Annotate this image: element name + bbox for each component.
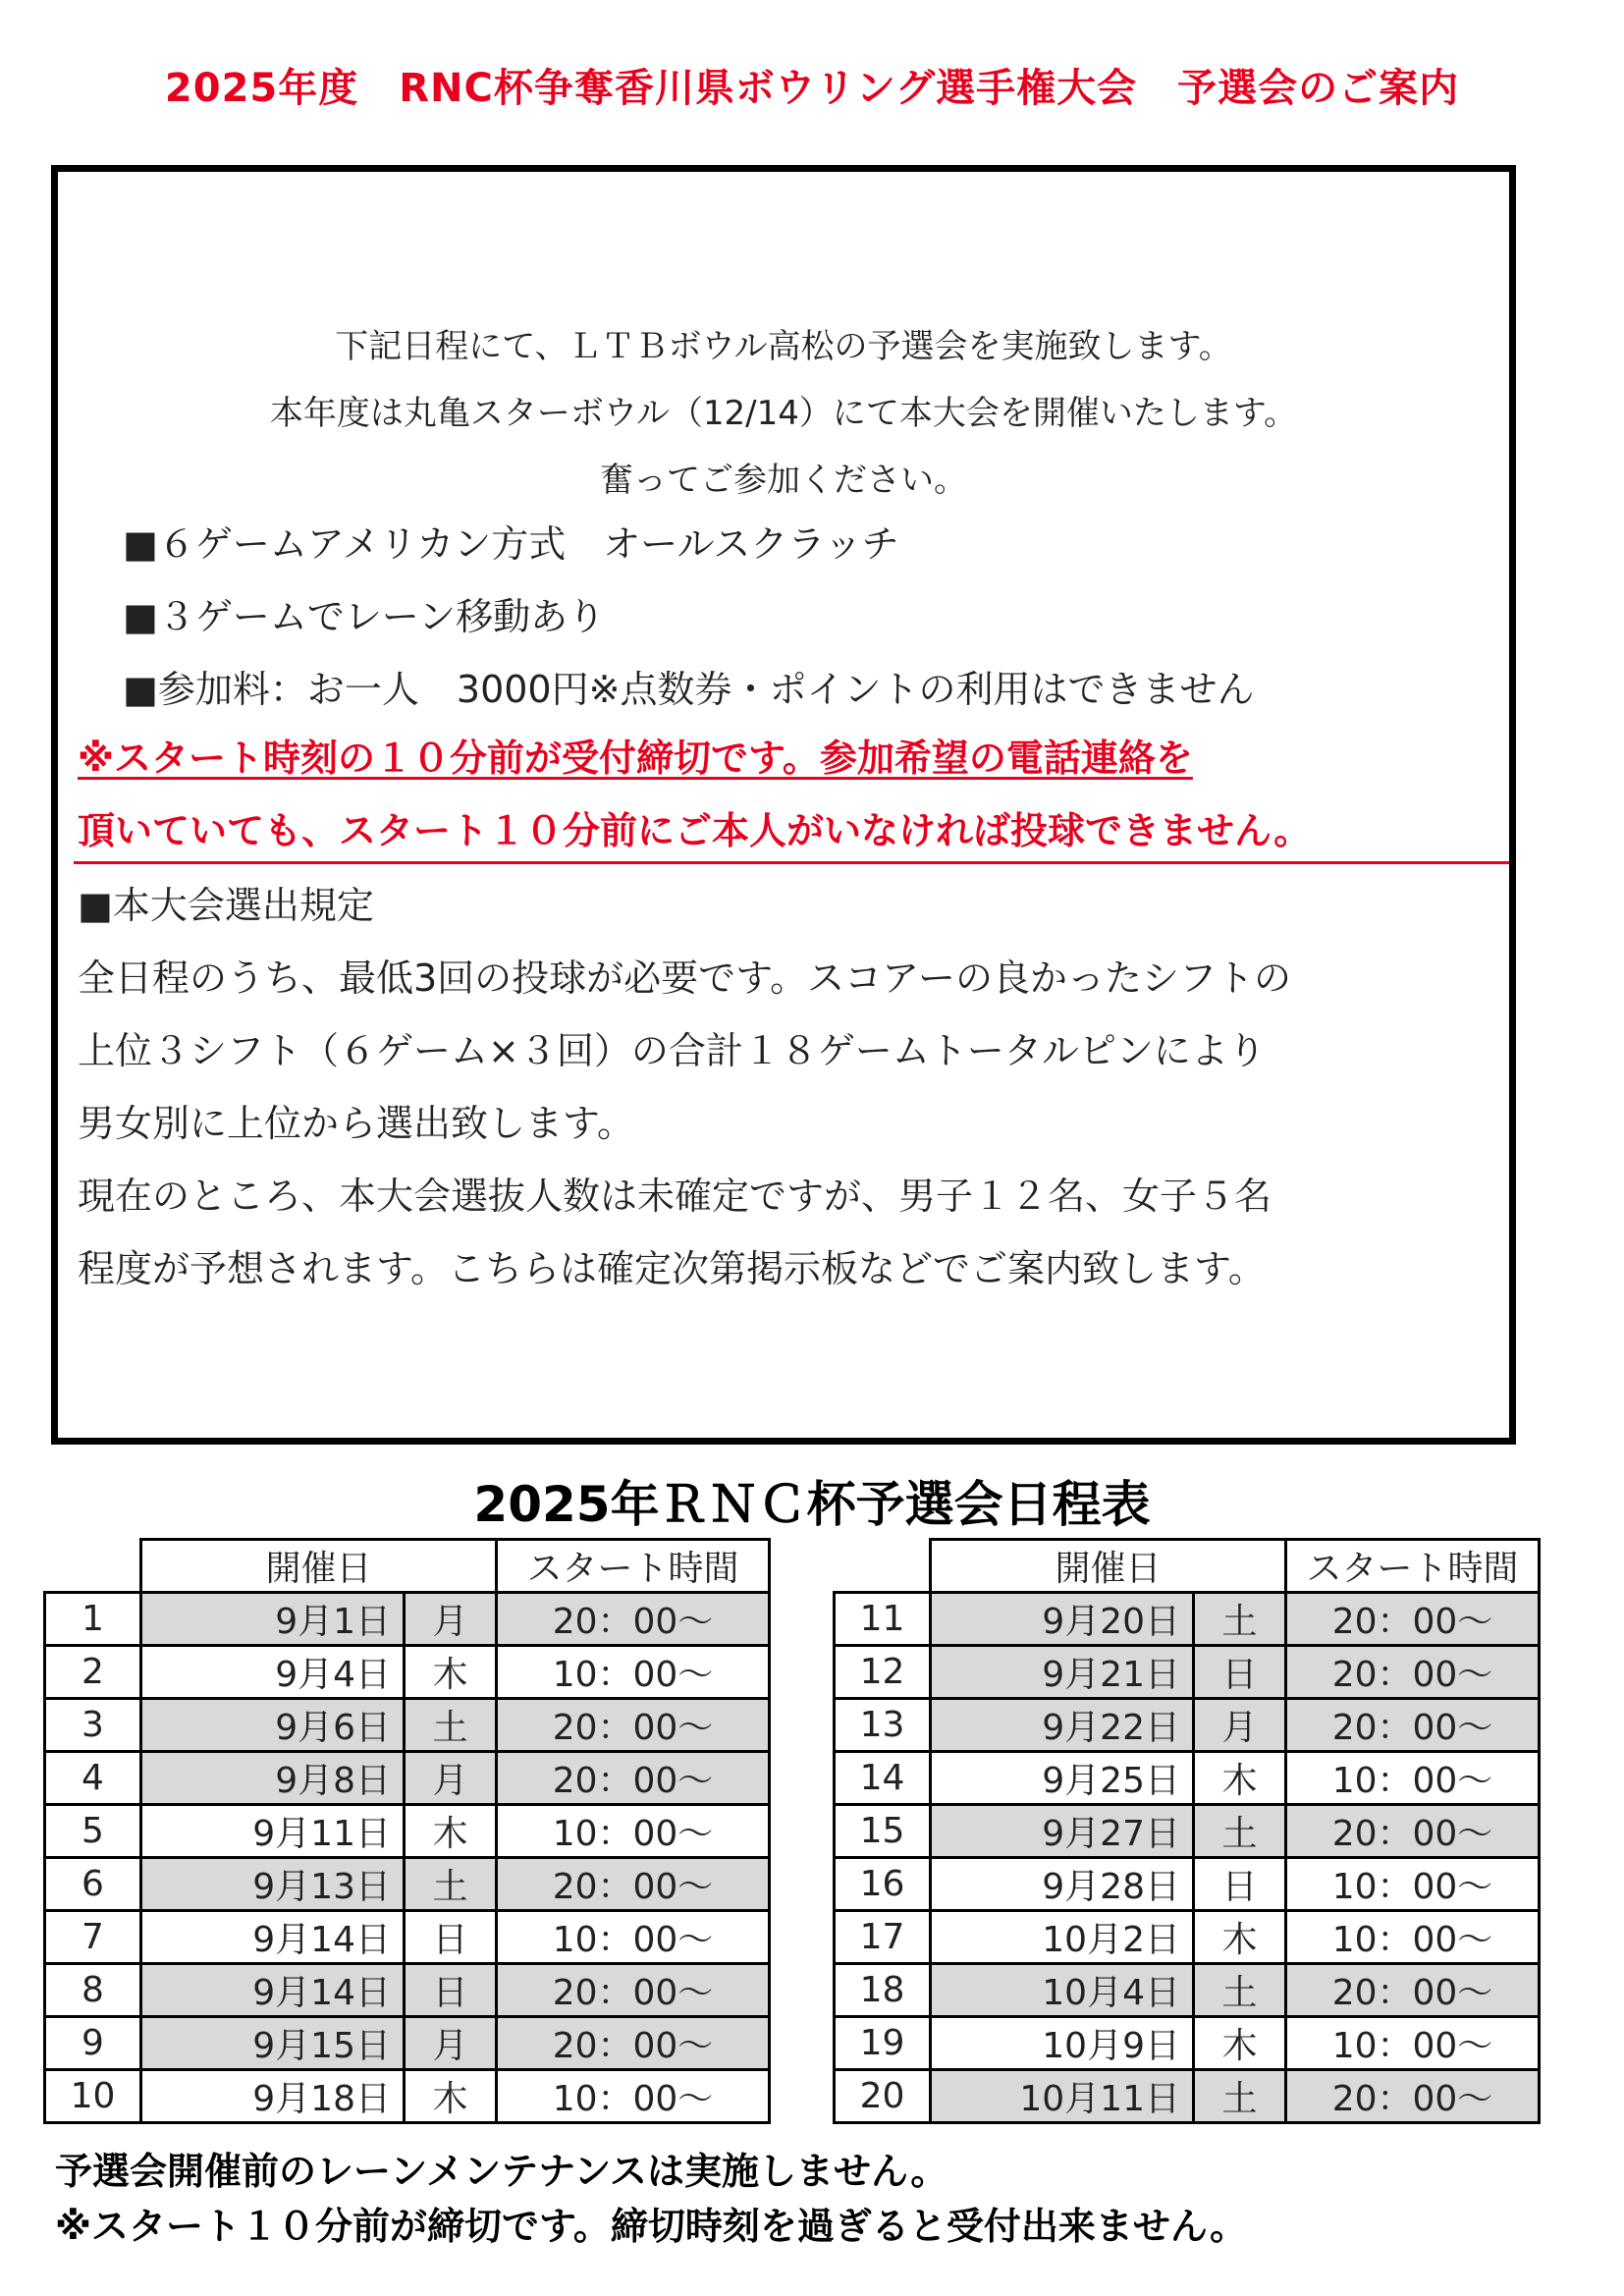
warning-underline xyxy=(74,861,1509,864)
row-date: 9月28日 xyxy=(931,1858,1194,1911)
schedule-row xyxy=(835,2017,1540,2070)
row-date: 10月11日 xyxy=(931,2070,1194,2123)
row-date: 9月18日 xyxy=(141,2070,405,2123)
row-start-time: 10：00〜 xyxy=(497,1646,770,1699)
row-weekday: 日 xyxy=(1194,1646,1286,1699)
schedule-row xyxy=(45,2070,770,2123)
row-weekday: 月 xyxy=(405,1752,497,1805)
selection-line-3: 男女別に上位から選出致します。 xyxy=(78,1102,634,1145)
row-date: 9月22日 xyxy=(931,1699,1194,1752)
rule-fee: ■参加料：お一人 3000円※点数券・ポイントの利用はできません xyxy=(123,668,1255,711)
row-weekday: 木 xyxy=(405,1646,497,1699)
row-start-time: 10：00〜 xyxy=(497,1911,770,1964)
row-date: 9月21日 xyxy=(931,1646,1194,1699)
header-start-time: スタート時間 xyxy=(1286,1540,1540,1593)
row-number: 12 xyxy=(835,1646,931,1699)
row-date: 9月14日 xyxy=(141,1911,405,1964)
row-number: 15 xyxy=(835,1805,931,1858)
row-start-time: 10：00〜 xyxy=(497,1805,770,1858)
schedule-title: 2025年ＲＮＣ杯予選会日程表 xyxy=(473,1476,1151,1533)
schedule-row xyxy=(835,1699,1540,1752)
selection-line-1: 全日程のうち、最低3回の投球が必要です。スコアーの良かったシフトの xyxy=(78,957,1292,1000)
selection-line-5: 程度が予想されます。こちらは確定次第掲示板などでご案内致します。 xyxy=(78,1247,1266,1290)
row-number: 16 xyxy=(835,1858,931,1911)
header-blank-cell xyxy=(45,1540,141,1593)
row-start-time: 10：00〜 xyxy=(1286,1911,1540,1964)
row-date: 10月2日 xyxy=(931,1911,1194,1964)
schedule-row xyxy=(45,1911,770,1964)
row-number: 4 xyxy=(45,1752,141,1805)
table-header-row xyxy=(835,1540,1540,1593)
warning-line-2: 頂いていても、スタート１０分前にご本人がいなければ投球できません。 xyxy=(78,809,1312,852)
row-date: 9月27日 xyxy=(931,1805,1194,1858)
row-number: 17 xyxy=(835,1911,931,1964)
schedule-row xyxy=(835,2070,1540,2123)
row-weekday: 土 xyxy=(1194,2070,1286,2123)
row-start-time: 20：00〜 xyxy=(1286,1646,1540,1699)
row-weekday: 木 xyxy=(1194,1911,1286,1964)
row-start-time: 20：00〜 xyxy=(1286,1964,1540,2017)
row-start-time: 10：00〜 xyxy=(1286,1858,1540,1911)
row-weekday: 月 xyxy=(1194,1699,1286,1752)
warning-line-1: ※スタート時刻の１０分前が受付締切です。参加希望の電話連絡を xyxy=(78,737,1193,780)
row-number: 5 xyxy=(45,1805,141,1858)
row-weekday: 土 xyxy=(1194,1593,1286,1646)
row-number: 3 xyxy=(45,1699,141,1752)
row-date: 9月1日 xyxy=(141,1593,405,1646)
intro-line-2: 本年度は丸亀スターボウル（12/14）にて本大会を開催いたします。 xyxy=(269,394,1298,433)
row-number: 11 xyxy=(835,1593,931,1646)
schedule-row xyxy=(45,1805,770,1858)
row-number: 19 xyxy=(835,2017,931,2070)
row-weekday: 木 xyxy=(1194,2017,1286,2070)
row-weekday: 土 xyxy=(1194,1805,1286,1858)
row-weekday: 月 xyxy=(405,1593,497,1646)
row-number: 20 xyxy=(835,2070,931,2123)
intro-line-1: 下記日程にて、ＬＴＢボウル高松の予選会を実施致します。 xyxy=(335,327,1232,366)
row-number: 8 xyxy=(45,1964,141,2017)
row-start-time: 20：00〜 xyxy=(1286,2070,1540,2123)
footer-line-1: 予選会開催前のレーンメンテナンスは実施しません。 xyxy=(55,2150,948,2193)
schedule-row xyxy=(45,1646,770,1699)
schedule-row xyxy=(835,1646,1540,1699)
row-start-time: 10：00〜 xyxy=(1286,2017,1540,2070)
header-date: 開催日 xyxy=(141,1540,497,1593)
row-start-time: 20：00〜 xyxy=(497,1593,770,1646)
page-title: 2025年度 RNC杯争奪香川県ボウリング選手権大会 予選会のご案内 xyxy=(164,66,1460,111)
row-number: 18 xyxy=(835,1964,931,2017)
row-date: 9月8日 xyxy=(141,1752,405,1805)
row-start-time: 20：00〜 xyxy=(497,1858,770,1911)
row-start-time: 10：00〜 xyxy=(497,2070,770,2123)
row-number: 7 xyxy=(45,1911,141,1964)
row-number: 6 xyxy=(45,1858,141,1911)
schedule-row xyxy=(835,1964,1540,2017)
row-date: 10月9日 xyxy=(931,2017,1194,2070)
selection-line-2: 上位３シフト（６ゲーム×３回）の合計１８ゲームトータルピンにより xyxy=(78,1029,1266,1072)
row-weekday: 土 xyxy=(405,1699,497,1752)
header-blank-cell xyxy=(835,1540,931,1593)
schedule-row xyxy=(45,1964,770,2017)
row-number: 2 xyxy=(45,1646,141,1699)
row-date: 9月6日 xyxy=(141,1699,405,1752)
row-start-time: 20：00〜 xyxy=(497,2017,770,2070)
selection-line-4: 現在のところ、本大会選抜人数は未確定ですが、男子１２名、女子５名 xyxy=(78,1175,1272,1218)
row-weekday: 土 xyxy=(1194,1964,1286,2017)
row-start-time: 20：00〜 xyxy=(497,1752,770,1805)
schedule-row xyxy=(835,1858,1540,1911)
row-weekday: 木 xyxy=(405,1805,497,1858)
row-start-time: 10：00〜 xyxy=(1286,1752,1540,1805)
schedule-table-left xyxy=(43,1538,771,2124)
row-weekday: 日 xyxy=(405,1964,497,2017)
row-weekday: 木 xyxy=(405,2070,497,2123)
schedule-row xyxy=(45,1593,770,1646)
schedule-row xyxy=(45,1752,770,1805)
selection-heading: ■本大会選出規定 xyxy=(78,884,374,927)
row-date: 9月13日 xyxy=(141,1858,405,1911)
row-weekday: 土 xyxy=(405,1858,497,1911)
footer-line-2: ※スタート１０分前が締切です。締切時刻を過ぎると受付出来ません。 xyxy=(55,2205,1248,2248)
intro-line-3: 奮ってご参加ください。 xyxy=(600,461,967,500)
row-start-time: 20：00〜 xyxy=(1286,1593,1540,1646)
schedule-row xyxy=(835,1593,1540,1646)
row-number: 9 xyxy=(45,2017,141,2070)
row-start-time: 20：00〜 xyxy=(497,1699,770,1752)
row-weekday: 木 xyxy=(1194,1752,1286,1805)
header-start-time: スタート時間 xyxy=(497,1540,770,1593)
header-date: 開催日 xyxy=(931,1540,1286,1593)
row-start-time: 20：00〜 xyxy=(1286,1805,1540,1858)
rule-format: ■６ゲームアメリカン方式 オールスクラッチ xyxy=(123,522,899,566)
row-number: 10 xyxy=(45,2070,141,2123)
row-start-time: 20：00〜 xyxy=(1286,1699,1540,1752)
schedule-row xyxy=(45,1699,770,1752)
row-weekday: 日 xyxy=(1194,1858,1286,1911)
row-number: 14 xyxy=(835,1752,931,1805)
schedule-row xyxy=(835,1805,1540,1858)
schedule-row xyxy=(45,1858,770,1911)
row-date: 9月14日 xyxy=(141,1964,405,2017)
schedule-row xyxy=(835,1752,1540,1805)
schedule-table-right xyxy=(833,1538,1541,2124)
info-box xyxy=(51,165,1516,1445)
row-date: 9月15日 xyxy=(141,2017,405,2070)
row-date: 9月20日 xyxy=(931,1593,1194,1646)
row-date: 10月4日 xyxy=(931,1964,1194,2017)
schedule-row xyxy=(45,2017,770,2070)
row-date: 9月11日 xyxy=(141,1805,405,1858)
table-header-row xyxy=(45,1540,770,1593)
schedule-row xyxy=(835,1911,1540,1964)
row-number: 1 xyxy=(45,1593,141,1646)
row-weekday: 月 xyxy=(405,2017,497,2070)
row-weekday: 日 xyxy=(405,1911,497,1964)
rule-lane-move: ■３ゲームでレーン移動あり xyxy=(123,595,606,638)
row-date: 9月4日 xyxy=(141,1646,405,1699)
row-start-time: 20：00〜 xyxy=(497,1964,770,2017)
row-number: 13 xyxy=(835,1699,931,1752)
row-date: 9月25日 xyxy=(931,1752,1194,1805)
